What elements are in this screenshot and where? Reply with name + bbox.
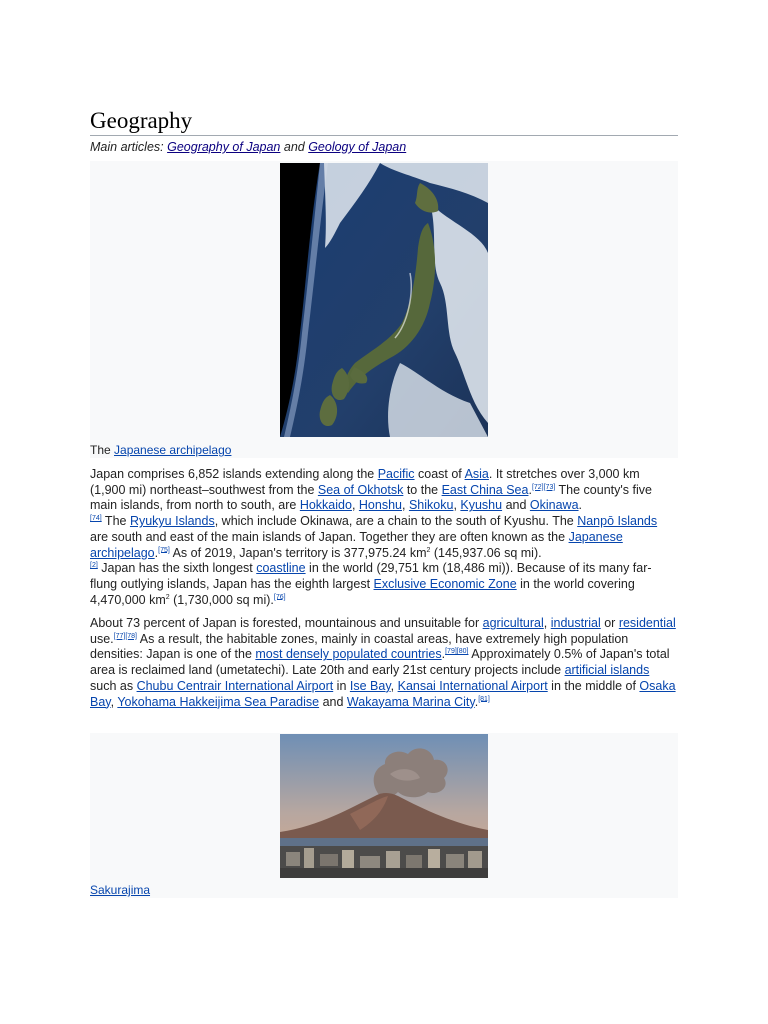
figure-japan-satellite: [90, 161, 678, 458]
ref-75[interactable]: [75]: [158, 546, 170, 554]
ref-81[interactable]: [81]: [478, 695, 490, 703]
sakurajima-image-graphic: [280, 734, 488, 878]
link-pacific[interactable]: Pacific: [377, 467, 415, 481]
text: ,: [110, 694, 118, 709]
caption-japan-satellite: [90, 443, 231, 457]
text: coast of: [414, 467, 465, 481]
link-sea-of-okhotsk[interactable]: Sea of Okhotsk: [317, 482, 404, 497]
ref-76[interactable]: [76]: [273, 593, 286, 601]
section-heading: Geography: [90, 108, 678, 136]
text: ,: [453, 498, 461, 513]
link-ise-bay[interactable]: Ise Bay: [349, 678, 391, 693]
figure-sakurajima: [90, 733, 678, 898]
text: ,: [543, 616, 551, 630]
caption-prefix: The: [90, 443, 115, 457]
link-chubu-centrair-airport[interactable]: Chubu Centrair International Airport: [136, 678, 334, 693]
link-osaka-bay[interactable]: Osaka Bay: [90, 678, 676, 709]
sakurajima-image[interactable]: [280, 734, 488, 878]
link-east-china-sea[interactable]: East China Sea: [441, 482, 529, 497]
text: The county's five main islands, from north to south, are: [90, 482, 652, 513]
paragraph-islands: [90, 467, 678, 608]
hatnote: [90, 139, 406, 155]
text: About 73 percent of Japan is forested, mountainous and unsuitable for: [90, 616, 483, 630]
link-nanpo-islands[interactable]: Nanpō Islands: [577, 514, 658, 529]
text: .: [154, 545, 159, 560]
link-honshu[interactable]: Honshu: [358, 498, 402, 513]
ref-74[interactable]: [74]: [90, 514, 102, 522]
text: ,: [402, 498, 409, 513]
text: , which include Okinawa, are a chain to the south of Kyushu. The: [214, 514, 578, 529]
satellite-image-graphic: [280, 163, 488, 437]
link-geology-of-japan[interactable]: Geology of Japan: [308, 140, 407, 154]
satellite-image[interactable]: [280, 163, 488, 437]
link-artificial-islands[interactable]: artificial islands: [564, 663, 650, 678]
link-ryukyu-islands[interactable]: Ryukyu Islands: [129, 514, 215, 529]
ref-79-80[interactable]: [79][80]: [445, 648, 469, 656]
text: in the world (29,751 km (18,486 mi)). Because of its many far-flung outlying islands, Japan has the eighth largest: [90, 561, 652, 591]
link-hokkaido[interactable]: Hokkaido: [299, 498, 352, 513]
link-wakayama-marina-city[interactable]: Wakayama Marina City: [346, 694, 475, 709]
text: and: [319, 694, 347, 709]
text: As a result, the habitable zones, mainly in coastal areas, have extremely high population densities: Japan is one of the: [90, 631, 629, 662]
text: .: [474, 694, 479, 709]
ref-2[interactable]: [2]: [90, 562, 98, 570]
text: are south and east of the main islands of Japan. Together they are often known as the: [90, 529, 569, 544]
link-exclusive-economic-zone[interactable]: Exclusive Economic Zone: [373, 576, 517, 591]
link-geography-of-japan[interactable]: Geography of Japan: [167, 140, 281, 154]
link-most-densely-populated-countries[interactable]: most densely populated countries: [255, 647, 442, 662]
text: and: [502, 498, 530, 513]
link-kyushu[interactable]: Kyushu: [460, 498, 503, 513]
link-okinawa[interactable]: Okinawa: [529, 498, 579, 513]
text: Japan has the sixth longest: [97, 561, 257, 576]
link-asia[interactable]: Asia: [464, 467, 489, 481]
link-kansai-international-airport[interactable]: Kansai International Airport: [397, 678, 548, 693]
text: .: [578, 498, 583, 513]
text: in the middle of: [547, 678, 640, 693]
link-agricultural[interactable]: agricultural: [482, 616, 544, 630]
text: (145,937.06 sq mi).: [430, 545, 542, 560]
text: in the world covering 4,470,000 km: [90, 576, 635, 607]
text: Japan comprises 6,852 islands extending along the: [90, 467, 378, 481]
text: in: [333, 678, 350, 693]
link-japanese-archipelago[interactable]: Japanese archipelago: [90, 529, 623, 560]
caption-sakurajima: [90, 883, 150, 897]
text: .: [441, 647, 446, 662]
text: . It stretches over 3,000 km (1,900 mi) northeast–southwest from the: [90, 467, 640, 497]
text: such as: [90, 678, 137, 693]
text: The: [101, 514, 130, 529]
link-industrial[interactable]: industrial: [550, 616, 601, 630]
text: to the: [403, 482, 442, 497]
ref-72-73[interactable]: [72][73]: [531, 483, 556, 491]
link-residential[interactable]: residential: [618, 616, 676, 630]
link-japanese-archipelago-caption[interactable]: Japanese archipelago: [114, 443, 232, 457]
superscript-2: 2: [165, 593, 170, 601]
ref-77-78[interactable]: [77][78]: [113, 632, 137, 640]
hatnote-conj: and: [280, 140, 309, 154]
link-yokohama-hakkeijima-sea-paradise[interactable]: Yokohama Hakkeijima Sea Paradise: [117, 694, 320, 709]
link-sakurajima[interactable]: Sakurajima: [90, 883, 151, 897]
text: As of 2019, Japan's territory is 377,975.24 km: [169, 545, 427, 560]
text: (1,730,000 sq mi).: [169, 592, 274, 607]
text: .: [528, 482, 532, 497]
link-shikoku[interactable]: Shikoku: [408, 498, 454, 513]
text: Approximately 0.5% of Japan's total area is reclaimed land (umetatechi). Late 20th and early 21st century projects include: [90, 647, 670, 678]
hatnote-prefix: Main articles:: [90, 140, 168, 154]
text: use.: [90, 631, 114, 646]
superscript-2: 2: [426, 546, 431, 554]
text: ,: [390, 678, 398, 693]
paragraph-forested: [90, 616, 678, 710]
link-coastline[interactable]: coastline: [256, 561, 306, 576]
text: ,: [351, 498, 359, 513]
text: or: [600, 616, 619, 630]
